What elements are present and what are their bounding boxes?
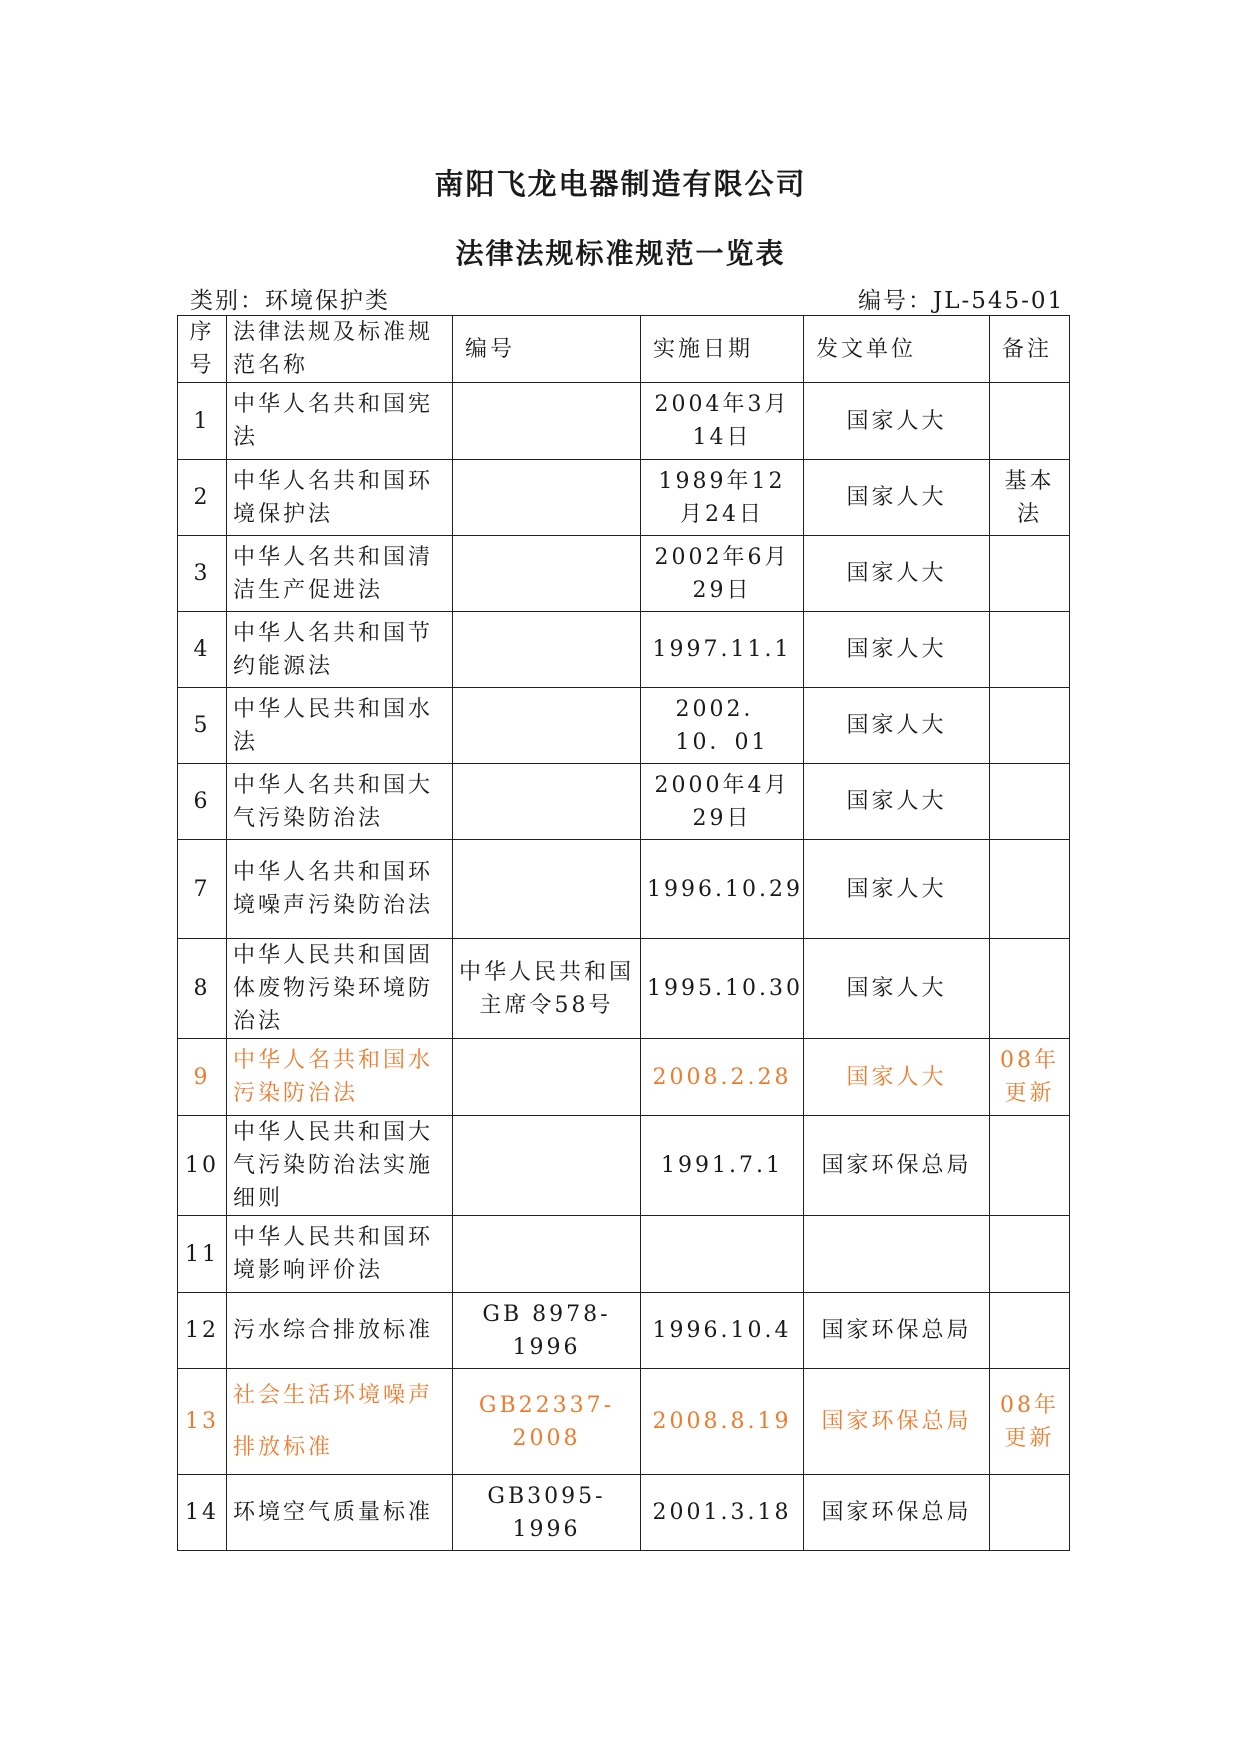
row-no: 1 [178, 383, 227, 460]
row-date: 1997.11.1 [641, 612, 804, 688]
row-no: 8 [178, 939, 227, 1039]
row-unit: 国家环保总局 [804, 1116, 990, 1216]
category-label: 类别：环境保护类 [190, 288, 390, 314]
row-name: 中华人名共和国清洁生产促进法 [227, 536, 453, 612]
row-note [990, 383, 1070, 460]
row-date: 2008.2.28 [641, 1039, 804, 1116]
header-date: 实施日期 [641, 316, 804, 383]
table-row-updated [178, 1039, 1070, 1116]
table-row [178, 383, 1070, 460]
row-no: 11 [178, 1216, 227, 1293]
row-no: 9 [178, 1039, 227, 1116]
row-date: 1991.7.1 [641, 1116, 804, 1216]
header-unit: 发文单位 [804, 316, 990, 383]
row-code [453, 1039, 641, 1116]
row-note [990, 1475, 1070, 1551]
row-no: 14 [178, 1475, 227, 1551]
row-code [453, 612, 641, 688]
table-row [178, 840, 1070, 939]
row-code: GB 8978-1996 [453, 1293, 641, 1369]
row-date: 2002年6月29日 [641, 536, 804, 612]
regulations-table [177, 315, 1070, 1551]
row-note [990, 536, 1070, 612]
row-no: 4 [178, 612, 227, 688]
row-note [990, 1116, 1070, 1216]
table-row [178, 764, 1070, 840]
row-no: 13 [178, 1369, 227, 1475]
row-unit: 国家环保总局 [804, 1293, 990, 1369]
row-unit: 国家人大 [804, 764, 990, 840]
row-unit [804, 1216, 990, 1293]
row-no: 6 [178, 764, 227, 840]
row-name: 中华人民共和国大气污染防治法实施细则 [227, 1116, 453, 1216]
header-code: 编号 [453, 316, 641, 383]
table-row [178, 1216, 1070, 1293]
row-date: 2004年3月14日 [641, 383, 804, 460]
row-no: 5 [178, 688, 227, 764]
table-row [178, 1116, 1070, 1216]
row-date [641, 1216, 804, 1293]
row-note: 基本法 [990, 460, 1070, 536]
document-code: 编号：JL-545-01 [858, 288, 1065, 314]
row-note [990, 764, 1070, 840]
row-date: 2001.3.18 [641, 1475, 804, 1551]
row-code [453, 840, 641, 939]
table-row [178, 612, 1070, 688]
row-note [990, 1216, 1070, 1293]
row-unit: 国家环保总局 [804, 1369, 990, 1475]
row-note: 08年更新 [990, 1039, 1070, 1116]
table-row [178, 1475, 1070, 1551]
row-no: 10 [178, 1116, 227, 1216]
row-code [453, 460, 641, 536]
row-note [990, 939, 1070, 1039]
row-no: 12 [178, 1293, 227, 1369]
row-name: 中华人名共和国宪法 [227, 383, 453, 460]
row-name: 中华人名共和国节约能源法 [227, 612, 453, 688]
row-note [990, 1293, 1070, 1369]
row-unit: 国家人大 [804, 383, 990, 460]
header-name: 法律法规及标准规范名称 [227, 316, 453, 383]
document-title: 法律法规标准规范一览表 [455, 237, 786, 270]
row-date: 1996.10.29 [641, 840, 804, 939]
table-row [178, 688, 1070, 764]
row-name: 中华人民共和国环境影响评价法 [227, 1216, 453, 1293]
row-date: 2002．10．01 [641, 688, 804, 764]
row-name: 中华人名共和国环境保护法 [227, 460, 453, 536]
row-name: 中华人名共和国大气污染防治法 [227, 764, 453, 840]
row-unit: 国家人大 [804, 536, 990, 612]
row-no: 7 [178, 840, 227, 939]
row-note [990, 612, 1070, 688]
header-note: 备注 [990, 316, 1070, 383]
table-row [178, 460, 1070, 536]
row-code [453, 536, 641, 612]
row-name: 社会生活环境噪声排放标准 [227, 1369, 453, 1475]
row-code [453, 383, 641, 460]
row-date: 2000年4月29日 [641, 764, 804, 840]
row-unit: 国家人大 [804, 612, 990, 688]
row-no: 3 [178, 536, 227, 612]
row-unit: 国家人大 [804, 460, 990, 536]
row-unit: 国家环保总局 [804, 1475, 990, 1551]
row-no: 2 [178, 460, 227, 536]
row-code: GB22337-2008 [453, 1369, 641, 1475]
table-row-updated [178, 1369, 1070, 1475]
row-code [453, 688, 641, 764]
table-row [178, 536, 1070, 612]
row-date: 1989年12月24日 [641, 460, 804, 536]
row-unit: 国家人大 [804, 1039, 990, 1116]
table-row [178, 1293, 1070, 1369]
row-code [453, 764, 641, 840]
company-name: 南阳飞龙电器制造有限公司 [434, 167, 807, 201]
table-header-row [178, 316, 1070, 383]
row-date: 1996.10.4 [641, 1293, 804, 1369]
row-name: 中华人名共和国环境噪声污染防治法 [227, 840, 453, 939]
row-unit: 国家人大 [804, 688, 990, 764]
row-code: GB3095-1996 [453, 1475, 641, 1551]
row-date: 1995.10.30 [641, 939, 804, 1039]
row-name: 污水综合排放标准 [227, 1293, 453, 1369]
row-code [453, 1116, 641, 1216]
row-date: 2008.8.19 [641, 1369, 804, 1475]
table-row [178, 939, 1070, 1039]
row-code: 中华人民共和国主席令58号 [453, 939, 641, 1039]
row-note: 08年更新 [990, 1369, 1070, 1475]
row-code [453, 1216, 641, 1293]
row-name: 环境空气质量标准 [227, 1475, 453, 1551]
header-no: 序号 [178, 316, 227, 383]
row-note [990, 840, 1070, 939]
row-unit: 国家人大 [804, 840, 990, 939]
row-unit: 国家人大 [804, 939, 990, 1039]
row-name: 中华人名共和国水污染防治法 [227, 1039, 453, 1116]
row-name: 中华人民共和国固体废物污染环境防治法 [227, 939, 453, 1039]
row-name: 中华人民共和国水法 [227, 688, 453, 764]
row-note [990, 688, 1070, 764]
